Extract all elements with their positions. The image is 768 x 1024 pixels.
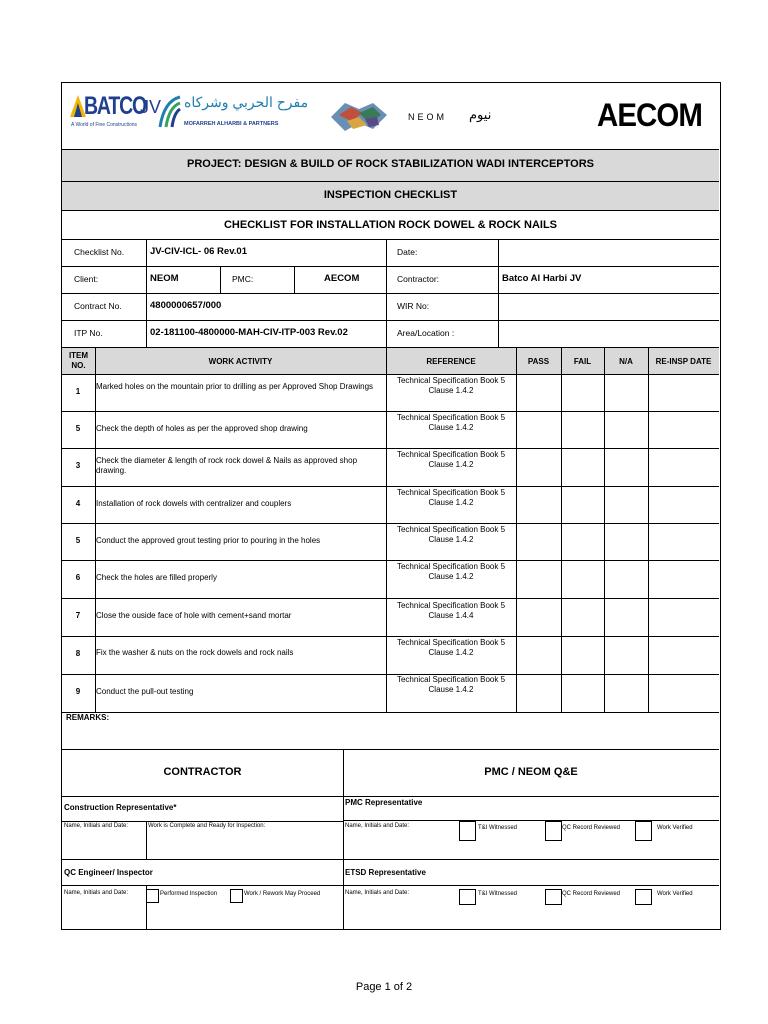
qc-record-checkbox[interactable] (545, 821, 562, 841)
item-no: 5 (75, 424, 81, 433)
work-verified-label: Work Verified (657, 825, 693, 831)
reference-clause: Clause 1.4.2 (428, 572, 474, 581)
alharbi-logo (158, 91, 309, 137)
batco-wordmark: BATCO (84, 92, 147, 120)
work-activity: Check the diameter & length of rock rock dowel & Nails as approved shop drawing. (96, 456, 358, 475)
alharbi-arabic: مفرح الحربي وشركاه (184, 94, 309, 110)
batco-tagline: A World of Fine Constructions (71, 122, 138, 128)
work-activity: Check the holes are filled properly (96, 573, 217, 582)
alharbi-mark-icon (158, 95, 182, 129)
neom-emblem-icon (329, 101, 389, 133)
ti-witnessed-label: T&I Witnessed (478, 825, 518, 831)
client-value: NEOM (150, 273, 179, 284)
reference-spec: Technical Specification Book 5 (396, 376, 506, 385)
etsd-rep-label: ETSD Representative (345, 868, 426, 877)
name-initials-date-label: Name, Initials and Date: (64, 890, 129, 896)
client-label: Client: (74, 274, 99, 284)
pmc-label: PMC: (232, 274, 254, 284)
contract-no-label: Contract No. (74, 301, 122, 311)
reference-clause: Clause 1.4.2 (428, 648, 474, 657)
name-initials-date-label: Name, Initials and Date: (64, 823, 129, 829)
item-no: 3 (75, 461, 81, 470)
reference-spec: Technical Specification Book 5 (396, 562, 506, 571)
col-pass: PASS (527, 357, 550, 366)
work-activity: Check the depth of holes as per the approved shop drawing (96, 424, 308, 433)
rework-checkbox[interactable] (230, 889, 243, 903)
col-work-activity: WORK ACTIVITY (208, 357, 273, 366)
item-no: 7 (75, 611, 81, 620)
reference-spec: Technical Specification Book 5 (396, 638, 506, 647)
work-verified-checkbox[interactable] (635, 821, 652, 841)
work-activity: Marked holes on the mountain prior to drilling as per Approved Shop Drawings (96, 382, 374, 391)
ti-witnessed-checkbox[interactable] (459, 889, 476, 905)
itp-label: ITP No. (74, 328, 103, 338)
aecom-logo: AECOM (597, 97, 702, 133)
col-fail: FAIL (573, 357, 592, 366)
pmc-rep-label: PMC Representative (345, 798, 423, 807)
page-number: Page 1 of 2 (355, 981, 413, 993)
contractor-label: Contractor: (397, 274, 440, 284)
work-complete-label: Work is Complete and Ready for Inspection: (148, 823, 266, 829)
jv-label: JV (140, 97, 162, 117)
remarks-label: REMARKS: (66, 713, 110, 722)
ti-witnessed-checkbox[interactable] (459, 821, 476, 841)
work-activity: Fix the washer & nuts on the rock dowels and rock nails (96, 648, 294, 657)
contractor-heading: CONTRACTOR (163, 766, 242, 778)
qc-record-label: QC Record Reviewed (562, 825, 621, 831)
date-label: Date: (397, 247, 418, 257)
item-no: 6 (75, 573, 81, 582)
reference-spec: Technical Specification Book 5 (396, 413, 506, 422)
ti-witnessed-label: T&I Witnessed (478, 891, 518, 897)
reference-spec: Technical Specification Book 5 (396, 450, 506, 459)
neom-arabic: نيوم (469, 107, 492, 122)
work-verified-checkbox[interactable] (635, 889, 652, 905)
pmc-value: AECOM (324, 273, 360, 284)
reference-clause: Clause 1.4.2 (428, 386, 474, 395)
qc-record-label: QC Record Reviewed (562, 891, 621, 897)
checklist-document (61, 82, 721, 930)
item-no: 9 (75, 687, 81, 696)
project-title: PROJECT: DESIGN & BUILD OF ROCK STABILIZATION WADI INTERCEPTORS (186, 158, 594, 170)
reference-clause: Clause 1.4.2 (428, 498, 474, 507)
col-item-no: ITEM NO. (68, 351, 89, 370)
item-no: 5 (75, 536, 81, 545)
construction-rep-label: Construction Representative* (64, 803, 177, 812)
work-verified-label: Work Verified (657, 891, 693, 897)
area-label: Area/Location : (397, 328, 455, 338)
pmc-neom-heading: PMC / NEOM Q&E (484, 766, 578, 778)
remarks-field[interactable] (122, 723, 712, 747)
reference-clause: Clause 1.4.2 (428, 423, 474, 432)
performed-inspection-checkbox[interactable] (146, 889, 159, 903)
checklist-no-label: Checklist No. (74, 247, 125, 257)
wir-label: WIR No: (397, 301, 430, 311)
contractor-value: Batco Al Harbi JV (502, 273, 582, 284)
doc-type-title: INSPECTION CHECKLIST (323, 189, 458, 201)
reference-clause: Clause 1.4.4 (428, 611, 474, 620)
reference-clause: Clause 1.4.2 (428, 460, 474, 469)
col-na: N/A (619, 357, 633, 366)
work-activity: Installation of rock dowels with centralizer and couplers (96, 499, 292, 508)
reference-spec: Technical Specification Book 5 (396, 675, 506, 684)
name-initials-date-label: Name, Initials and Date: (345, 890, 410, 896)
neom-latin: NEOM (408, 112, 447, 122)
alharbi-english: MOFARREH ALHARBI & PARTNERS (184, 121, 279, 127)
work-activity: Conduct the pull-out testing (96, 687, 194, 696)
itp-value: 02-181100-4800000-MAH-CIV-ITP-003 Rev.02 (150, 327, 348, 338)
qc-record-checkbox[interactable] (545, 889, 562, 905)
item-no: 8 (75, 649, 81, 658)
col-reinsp-date: RE-INSP DATE (655, 357, 712, 366)
contract-no-value: 4800000657/000 (150, 300, 222, 311)
qc-engineer-label: QC Engineer/ Inspector (64, 868, 153, 877)
performed-inspection-label: Performed Inspection (160, 891, 218, 897)
rework-label: Work / Rework May Proceed (244, 891, 321, 897)
checklist-no-value: JV-CIV-ICL- 06 Rev.01 (150, 246, 247, 257)
work-activity: Conduct the approved grout testing prior to pouring in the holes (96, 536, 321, 545)
item-no: 4 (75, 499, 81, 508)
item-no: 1 (75, 387, 81, 396)
reference-spec: Technical Specification Book 5 (396, 525, 506, 534)
reference-spec: Technical Specification Book 5 (396, 488, 506, 497)
work-activity: Close the ouside face of hole with cement+sand mortar (96, 611, 292, 620)
name-initials-date-label: Name, Initials and Date: (345, 823, 410, 829)
col-reference: REFERENCE (426, 357, 476, 366)
checklist-title: CHECKLIST FOR INSTALLATION ROCK DOWEL & ROCK NAILS (223, 219, 558, 231)
reference-clause: Clause 1.4.2 (428, 535, 474, 544)
reference-spec: Technical Specification Book 5 (396, 601, 506, 610)
reference-clause: Clause 1.4.2 (428, 685, 474, 694)
